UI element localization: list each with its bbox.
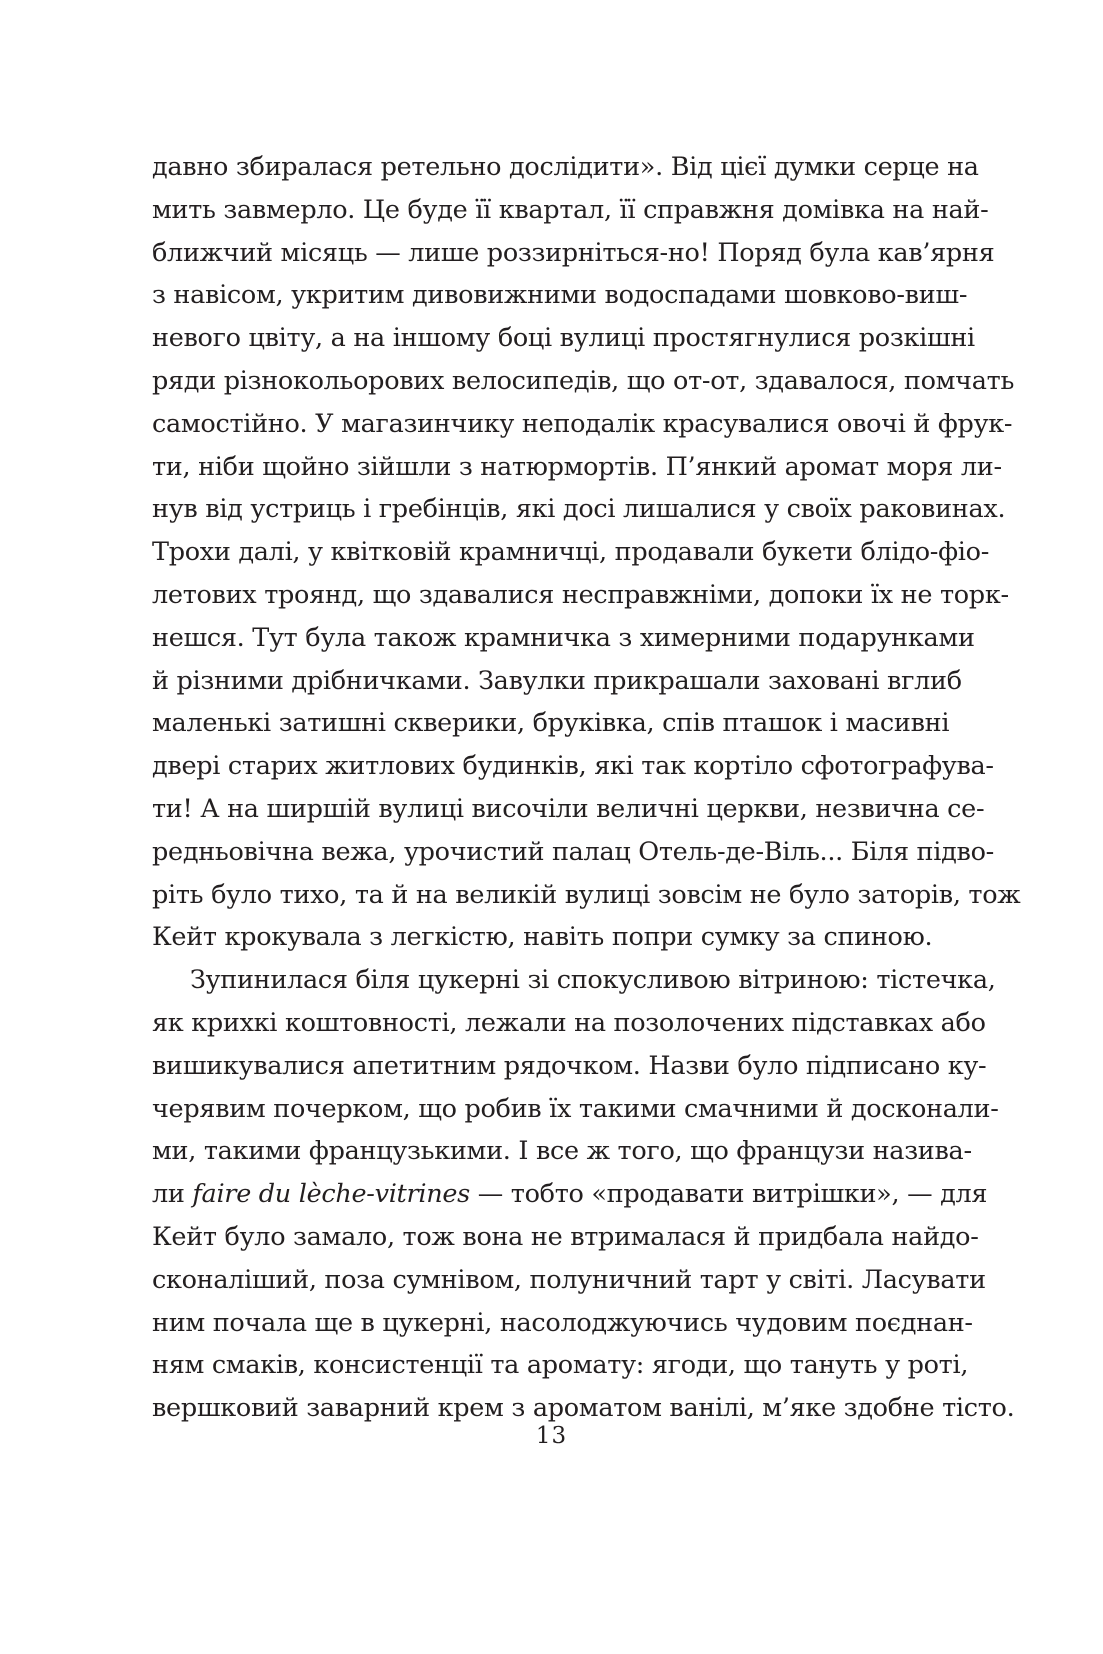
text-line: Зупинилася біля цукерні зі спокусливою вітриною: тістечка, xyxy=(190,965,996,996)
text-line: мить завмерло. Це буде її квартал, її справжня домівка на най- xyxy=(152,194,989,225)
text-line: нешся. Тут була також крамничка з химерними подарунками xyxy=(152,622,975,653)
text-line: давно збиралася ретельно дослідити». Від цієї думки серце на xyxy=(152,152,979,182)
text-line: ріть було тихо, та й на великій вулиці зовсім не було заторів, тож xyxy=(152,879,1021,910)
italic-line-suffix: — тобто «продавати витрішки», — для xyxy=(469,1179,988,1210)
text-line: ми, такими французькими. І все ж того, що французи назива- xyxy=(152,1136,972,1167)
text-line: вершковий заварний крем з ароматом ванілі, м’яке здобне тісто. xyxy=(152,1393,1015,1424)
body-text xyxy=(152,146,1021,1430)
text-line: з навісом, укритим дивовижними водоспадами шовково-виш- xyxy=(152,280,968,311)
page-number: 13 xyxy=(535,1423,568,1449)
text-line-with-italic xyxy=(152,1173,988,1216)
french-phrase: faire du lèche-vitrines xyxy=(192,1179,470,1210)
text-line: ближчий місяць — лише роззирніться-но! Поряд була кав’ярня xyxy=(152,237,995,268)
text-line: ти, ніби щойно зійшли з натюрмортів. П’янкий аромат моря ли- xyxy=(152,451,1002,482)
text-line: ням смаків, консистенції та аромату: ягоди, що тануть у роті, xyxy=(152,1350,969,1381)
text-line: ряди різнокольорових велосипедів, що от-от, здавалося, помчать xyxy=(152,365,1015,396)
text-line: сконаліший, поза сумнівом, полуничний тарт у світі. Ласувати xyxy=(152,1264,986,1295)
text-line: черявим почерком, що робив їх такими смачними й досконали- xyxy=(152,1093,999,1124)
text-line: самостійно. У магазинчику неподалік красувалися овочі й фрук- xyxy=(152,408,1013,439)
italic-line-prefix: ли xyxy=(152,1179,193,1210)
text-line: маленькі затишні скверики, бруківка, спів пташок і масивні xyxy=(152,708,950,739)
paragraph-1 xyxy=(152,146,1021,959)
text-line: ти! А на ширшій вулиці височіли величні церкви, незвична се- xyxy=(152,793,985,824)
text-line: ним почала ще в цукерні, насолоджуючись чудовим поєднан- xyxy=(152,1307,973,1338)
text-line: нув від устриць і гребінців, які досі лишалися у своїх раковинах. xyxy=(152,494,1006,525)
text-line: невого цвіту, а на іншому боці вулиці простягнулися розкішні xyxy=(152,323,975,354)
text-line: й різними дрібничками. Завулки прикрашали заховані вглиб xyxy=(152,665,962,696)
text-line: Кейт було замало, тож вона не втрималася й придбала найдо- xyxy=(152,1221,979,1252)
text-line: редньовічна вежа, урочистий палац Отель-де-Віль... Біля підво- xyxy=(152,836,994,867)
text-line: летових троянд, що здавалися несправжніми, допоки їх не торк- xyxy=(152,579,1009,610)
text-line: як крихкі коштовності, лежали на позолочених підставках або xyxy=(152,1007,986,1038)
text-line: Трохи далі, у квітковій крамничці, продавали букети блідо-фіо- xyxy=(152,537,990,568)
text-line: Кейт крокувала з легкістю, навіть попри сумку за спиною. xyxy=(152,922,933,953)
paragraph-2 xyxy=(152,959,1015,1430)
text-line: вишикувалися апетитним рядочком. Назви було підписано ку- xyxy=(152,1050,987,1081)
text-line: двері старих житлових будинків, які так кортіло сфотографува- xyxy=(152,751,994,782)
